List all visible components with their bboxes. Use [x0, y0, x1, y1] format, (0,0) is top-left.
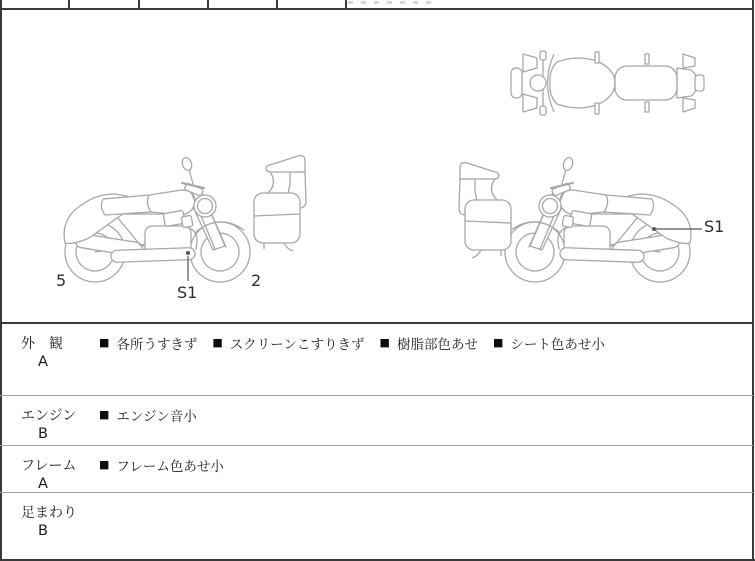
- detached-cowl-part-mirrored: [459, 163, 511, 258]
- category-label: 外 観: [21, 336, 63, 352]
- defect-text: 樹脂部色あせ: [396, 337, 478, 353]
- defect-item: [380, 333, 478, 353]
- category-label: 足まわり: [21, 505, 77, 521]
- motorcycle-left-side-drawing: [50, 148, 315, 303]
- table-cell-divider: [68, 0, 70, 8]
- grade-value: A: [38, 476, 48, 492]
- defect-items: [99, 333, 605, 353]
- defect-text: フレーム色あせ小: [116, 459, 224, 475]
- inspection-table: [0, 322, 753, 561]
- inspection-row: [0, 395, 753, 445]
- diagram-label-s1-right: S1: [704, 217, 725, 236]
- s1-marker-dot: [652, 227, 656, 231]
- defect-item: [99, 333, 197, 353]
- defect-text: エンジン音小: [116, 409, 197, 425]
- diagram-label-2: 2: [251, 271, 262, 290]
- bullet-square-icon: ■: [99, 335, 110, 349]
- partial-table-row: [0, 0, 753, 10]
- defect-item: [493, 333, 605, 353]
- defect-item: [99, 405, 197, 425]
- condition-diagram-area: [2, 10, 753, 320]
- table-cell-divider: [138, 0, 140, 8]
- cropped-text-remnant: [348, 1, 438, 4]
- defect-text: 各所うすきず: [116, 337, 198, 353]
- detached-cowl-part: [254, 156, 306, 251]
- table-cell-divider: [207, 0, 209, 8]
- inspection-row: [0, 492, 753, 561]
- defect-text: スクリーンこすりきず: [229, 337, 365, 353]
- bullet-square-icon: ■: [212, 335, 223, 349]
- grade-value: B: [38, 523, 48, 539]
- table-cell-divider: [345, 0, 347, 8]
- defect-text: シート色あせ小: [510, 337, 605, 353]
- motorcycle-top-view: [511, 51, 704, 115]
- bullet-square-icon: ■: [379, 335, 390, 349]
- category-label: エンジン: [21, 408, 77, 424]
- s1-marker-dot: [186, 251, 190, 255]
- diagram-label-s1-left: S1: [177, 283, 198, 302]
- bullet-square-icon: ■: [492, 335, 504, 349]
- inspection-row: [0, 445, 753, 492]
- grade-value: B: [38, 426, 48, 442]
- diagram-label-5: 5: [56, 271, 67, 290]
- bullet-square-icon: ■: [99, 457, 110, 471]
- bullet-square-icon: ■: [99, 407, 110, 421]
- motorcycle-side-view-right-facing: [64, 156, 250, 282]
- inspection-row: [0, 324, 753, 395]
- category-label: フレーム: [21, 458, 77, 474]
- motorcycle-side-view-left-facing: [505, 156, 691, 282]
- motorcycle-top-view-drawing: [505, 40, 715, 124]
- defect-item: [212, 333, 364, 353]
- grade-value: A: [38, 354, 48, 370]
- table-cell-divider: [276, 0, 278, 8]
- defect-items: [99, 405, 197, 425]
- defect-item: [99, 455, 224, 475]
- defect-items: [99, 455, 224, 475]
